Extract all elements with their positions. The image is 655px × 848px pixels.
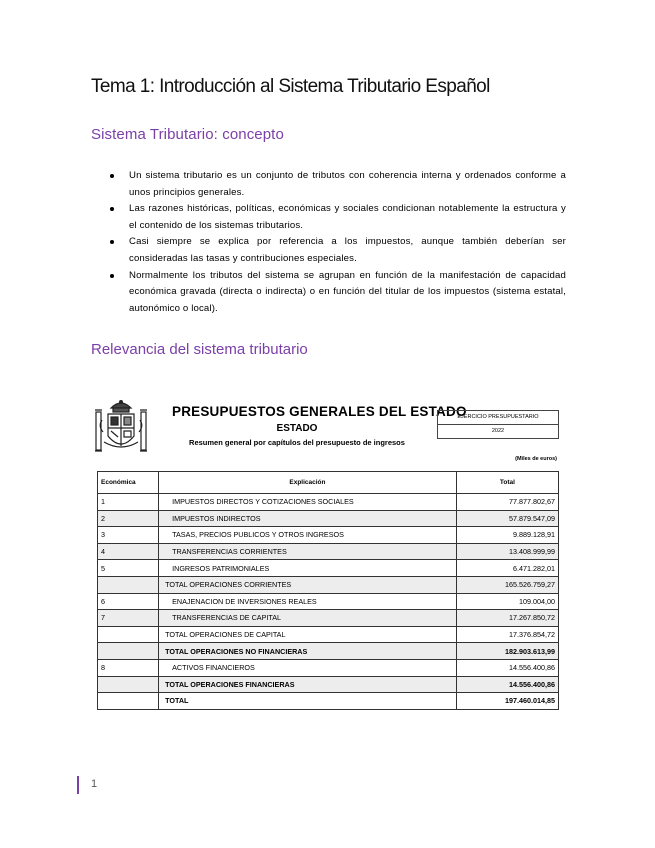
table-row	[98, 659, 559, 676]
page-number: 1	[91, 778, 98, 790]
row-total: 182.903.613,99	[456, 643, 558, 660]
row-label	[159, 543, 457, 560]
revenue-table	[97, 471, 559, 710]
fiscal-year-box	[437, 410, 559, 439]
table-row	[98, 543, 559, 560]
row-code: 3	[98, 527, 159, 544]
row-label	[159, 593, 457, 610]
fiscal-year-label: EJERCICIO PRESUPUESTARIO	[457, 414, 539, 420]
table-header-row	[98, 472, 559, 494]
page-title: Tema 1: Introducción al Sistema Tributario Español	[91, 76, 490, 97]
row-total: 6.471.282,01	[456, 560, 558, 577]
row-label	[159, 676, 457, 693]
row-total: 17.376.854,72	[456, 626, 558, 643]
row-label	[159, 643, 457, 660]
row-label	[159, 626, 457, 643]
row-label	[159, 494, 457, 511]
table-row	[98, 576, 559, 593]
row-code: 7	[98, 610, 159, 627]
bullet-item: Un sistema tributario es un conjunto de tributos con coherencia interna y ordenados conforme a unos principios generales.	[110, 168, 566, 201]
row-total: 77.877.802,67	[456, 494, 558, 511]
row-total: 9.889.128,91	[456, 527, 558, 544]
row-code: 1	[98, 494, 159, 511]
row-code	[98, 693, 159, 710]
row-code	[98, 576, 159, 593]
units-label: (Miles de euros)	[515, 456, 557, 462]
footer-accent-bar	[77, 776, 79, 794]
bullet-item: Las razones históricas, políticas, económicas y sociales condicionan notablemente la estructura y el contenido de los sistemas tributarios.	[110, 201, 566, 234]
row-label-text: IMPUESTOS DIRECTOS Y COTIZACIONES SOCIALES	[172, 497, 354, 507]
table-row	[98, 510, 559, 527]
row-total: 57.879.547,09	[456, 510, 558, 527]
header-explicacion: Explicación	[159, 472, 457, 494]
row-label	[159, 560, 457, 577]
row-label-text: TRANSFERENCIAS DE CAPITAL	[172, 613, 282, 623]
row-code	[98, 626, 159, 643]
row-label	[159, 510, 457, 527]
row-code	[98, 643, 159, 660]
row-label-text: TASAS, PRECIOS PUBLICOS Y OTROS INGRESOS	[172, 530, 344, 540]
row-total: 109.004,00	[456, 593, 558, 610]
row-label	[159, 610, 457, 627]
row-label-text: TOTAL	[165, 696, 189, 706]
row-total: 13.408.999,99	[456, 543, 558, 560]
row-total: 17.267.850,72	[456, 610, 558, 627]
table-row	[98, 693, 559, 710]
row-label	[159, 659, 457, 676]
row-code: 6	[98, 593, 159, 610]
table-row	[98, 593, 559, 610]
row-label	[159, 576, 457, 593]
row-code: 4	[98, 543, 159, 560]
bullet-list	[110, 168, 566, 317]
row-total: 197.460.014,85	[456, 693, 558, 710]
table-row	[98, 494, 559, 511]
row-code: 5	[98, 560, 159, 577]
row-label-text: TOTAL OPERACIONES DE CAPITAL	[165, 630, 286, 640]
table-row	[98, 560, 559, 577]
row-code: 8	[98, 659, 159, 676]
budget-title: PRESUPUESTOS GENERALES DEL ESTADO	[172, 404, 467, 419]
bullet-item: Normalmente los tributos del sistema se agrupan en función de la manifestación de capacidad económica gravada (directa o indirecta) o en función del titular de los impuestos (sistema estatal, autonómico o local).	[110, 268, 566, 318]
row-label-text: TRANSFERENCIAS CORRIENTES	[172, 547, 287, 557]
row-label	[159, 693, 457, 710]
section-heading-concepto: Sistema Tributario: concepto	[91, 126, 284, 143]
header-total: Total	[456, 472, 558, 494]
row-label-text: ACTIVOS FINANCIEROS	[172, 663, 255, 673]
row-total: 14.556.400,86	[456, 659, 558, 676]
row-total: 14.556.400,86	[456, 676, 558, 693]
row-label	[159, 527, 457, 544]
budget-description: Resumen general por capítulos del presupuesto de ingresos	[189, 438, 405, 447]
row-label-text: INGRESOS PATRIMONIALES	[172, 563, 270, 573]
row-code: 2	[98, 510, 159, 527]
row-label-text: TOTAL OPERACIONES NO FINANCIERAS	[165, 646, 308, 656]
row-code	[98, 676, 159, 693]
table-row	[98, 610, 559, 627]
coat-of-arms-icon	[92, 398, 150, 458]
table-row	[98, 643, 559, 660]
budget-subtitle: ESTADO	[276, 423, 318, 434]
row-label-text: ENAJENACION DE INVERSIONES REALES	[172, 596, 317, 606]
row-total: 165.526.759,27	[456, 576, 558, 593]
row-label-text: TOTAL OPERACIONES CORRIENTES	[165, 580, 292, 590]
row-label-text: TOTAL OPERACIONES FINANCIERAS	[165, 679, 295, 689]
bullet-item: Casi siempre se explica por referencia a los impuestos, aunque también deberían ser consideradas las tasas y contribuciones especiales.	[110, 234, 566, 267]
row-label-text: IMPUESTOS INDIRECTOS	[172, 513, 261, 523]
budget-summary-image	[92, 398, 562, 716]
section-heading-relevancia: Relevancia del sistema tributario	[91, 341, 308, 358]
header-economica: Económica	[98, 472, 159, 494]
table-row	[98, 527, 559, 544]
fiscal-year-value: 2022	[438, 424, 558, 438]
table-row	[98, 626, 559, 643]
table-row	[98, 676, 559, 693]
